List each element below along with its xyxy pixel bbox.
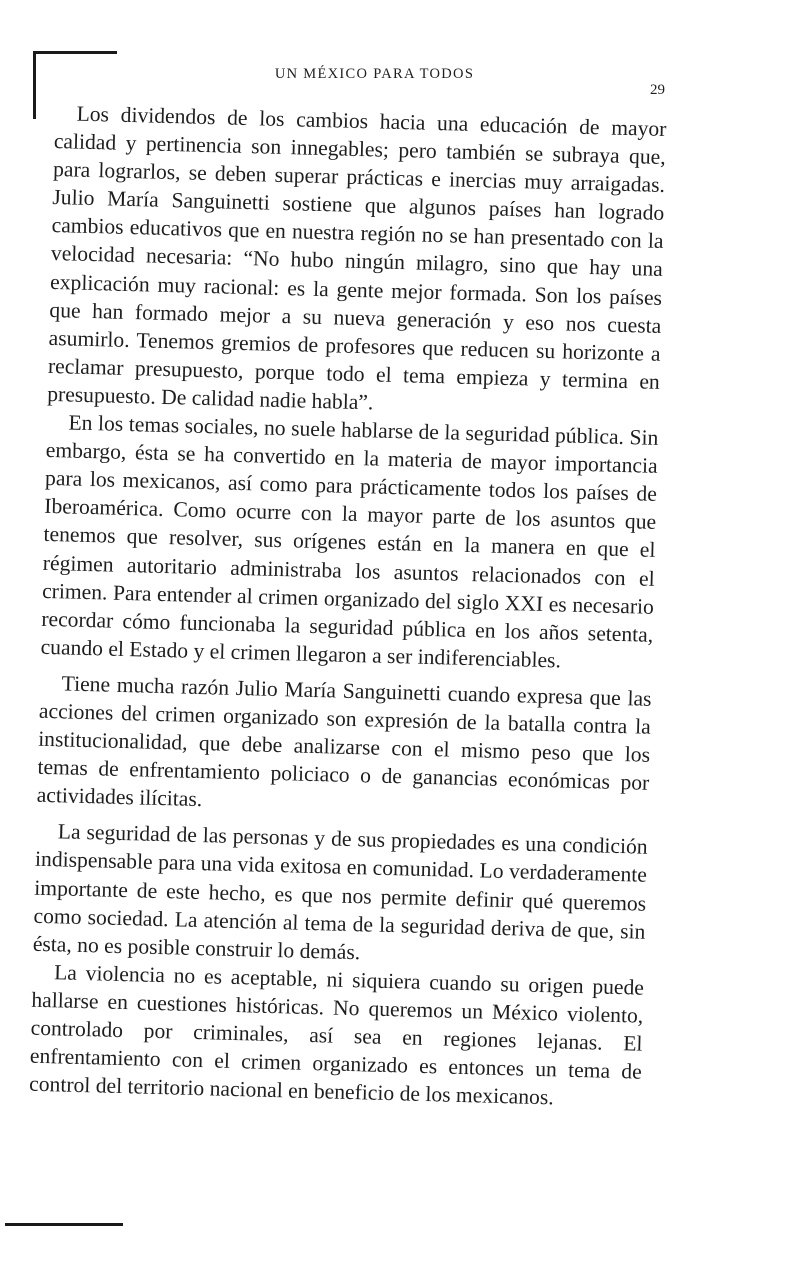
crop-mark-top-horizontal [33,51,117,54]
page-number: 29 [650,82,665,98]
paragraph-safety-condition: La seguridad de las personas y de sus propiedades es una condición indispensable para una vida exitosa en comunidad. Lo verdaderamente importante de este hecho, es que nos permite definir qué queremos como sociedad. La atención al tema de la seguridad deriva de que, sin ésta, no es posible construir lo demás. [32,819,648,964]
running-head-text: UN MÉXICO PARA TODOS [274,66,475,82]
paragraph-education: Los dividendos de los cambios hacia una educación de mayor calidad y pertinencia son innegables; pero también se subraya que, para lograrlos, se deben superar prácticas e inercias muy arraigadas. Julio María Sanguinetti sostiene que algunos países han logrado cambios educativos que en nuestra región no se han presentado con la velocidad necesaria: “No hubo ningún milagro, sino que hay una explicación muy racional: es la gente mejor formada. Son los países que han formado mejor a su nueva generación y eso nos cuesta asumirlo. Tenemos gremios de profesores que reducen su horizonte a reclamar presupuesto, porque todo el tema empieza y termina en presupuesto. De calidad nadie habla”. [46,101,667,415]
crop-mark-top-vertical [33,51,36,119]
paragraph-sanguinetti: Tiene mucha razón Julio María Sanguinetti cuando expresa que las acciones del crimen organizado son expresión de la batalla contra la institucionalidad, que debe analizarse con el mismo peso que los temas de enfrentamiento policiaco o de ganancias económicas por actividades ilícitas. [36,671,652,812]
crop-mark-bottom [5,1223,123,1226]
paragraph-public-security: En los temas sociales, no suele hablarse de la seguridad pública. Sin embargo, ésta se ha convertido en la materia de mayor importancia para los mexicanos, así como para prácticamente todos los países de Iberoamérica. Como ocurre con la mayor parte de los asuntos que tenemos que resolver, sus orígenes están en la manera en que el régimen autoritario administraba los asuntos relacionados con el crimen. Para entender al crimen organizado del siglo XXI es necesario recordar cómo funcionaba la seguridad pública en los años setenta, cuando el Estado y el crimen llegaron a ser indiferenciables. [40,410,659,673]
body-text [29,99,667,1114]
paragraph-violence: La violencia no es aceptable, ni siquiera cuando su origen puede hallarse en cuestiones históricas. No queremos un México violento, controlado por criminales, así sea en regiones lejanas. El enfrentamiento con el crimen organizado es entonces un tema de control del territorio nacional en beneficio de los mexicanos. [28,960,645,1110]
running-head [0,66,797,83]
